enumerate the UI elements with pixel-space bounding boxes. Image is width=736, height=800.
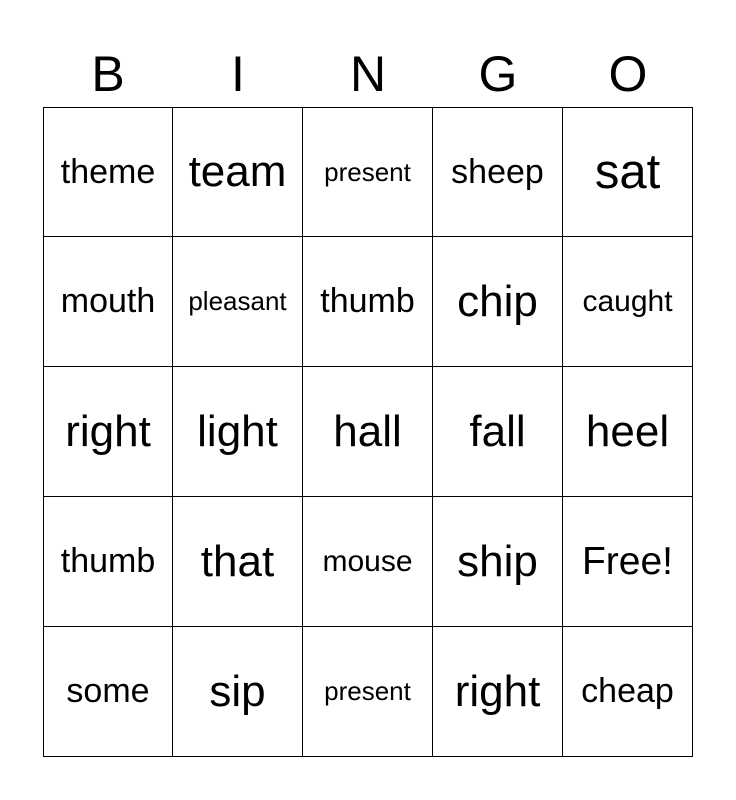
bingo-cell[interactable]: pleasant [173,237,303,367]
bingo-cell[interactable]: heel [563,367,693,497]
header-letter-g: G [478,46,518,102]
bingo-header [43,42,693,106]
bingo-cell-free[interactable]: Free! [563,497,693,627]
bingo-cell[interactable]: ship [433,497,563,627]
bingo-cell[interactable]: fall [433,367,563,497]
bingo-cell[interactable]: right [43,367,173,497]
bingo-cell[interactable]: chip [433,237,563,367]
header-letter-n: N [349,46,387,102]
bingo-board [43,107,693,757]
header-letter-i: I [231,46,245,102]
bingo-cell[interactable]: sheep [433,107,563,237]
header-letter-o: O [608,46,648,102]
bingo-cell[interactable]: that [173,497,303,627]
bingo-cell[interactable]: caught [563,237,693,367]
bingo-cell[interactable]: sip [173,627,303,757]
header-letter-b: B [91,46,125,102]
bingo-cell[interactable]: right [433,627,563,757]
bingo-cell[interactable]: present [303,107,433,237]
bingo-cell[interactable]: mouth [43,237,173,367]
bingo-cell[interactable]: thumb [303,237,433,367]
bingo-cell[interactable]: team [173,107,303,237]
bingo-cell[interactable]: light [173,367,303,497]
bingo-cell[interactable]: cheap [563,627,693,757]
bingo-cell[interactable]: sat [563,107,693,237]
bingo-cell[interactable]: thumb [43,497,173,627]
bingo-cell[interactable]: hall [303,367,433,497]
bingo-cell[interactable]: mouse [303,497,433,627]
bingo-cell[interactable]: present [303,627,433,757]
bingo-cell[interactable]: some [43,627,173,757]
bingo-cell[interactable]: theme [43,107,173,237]
